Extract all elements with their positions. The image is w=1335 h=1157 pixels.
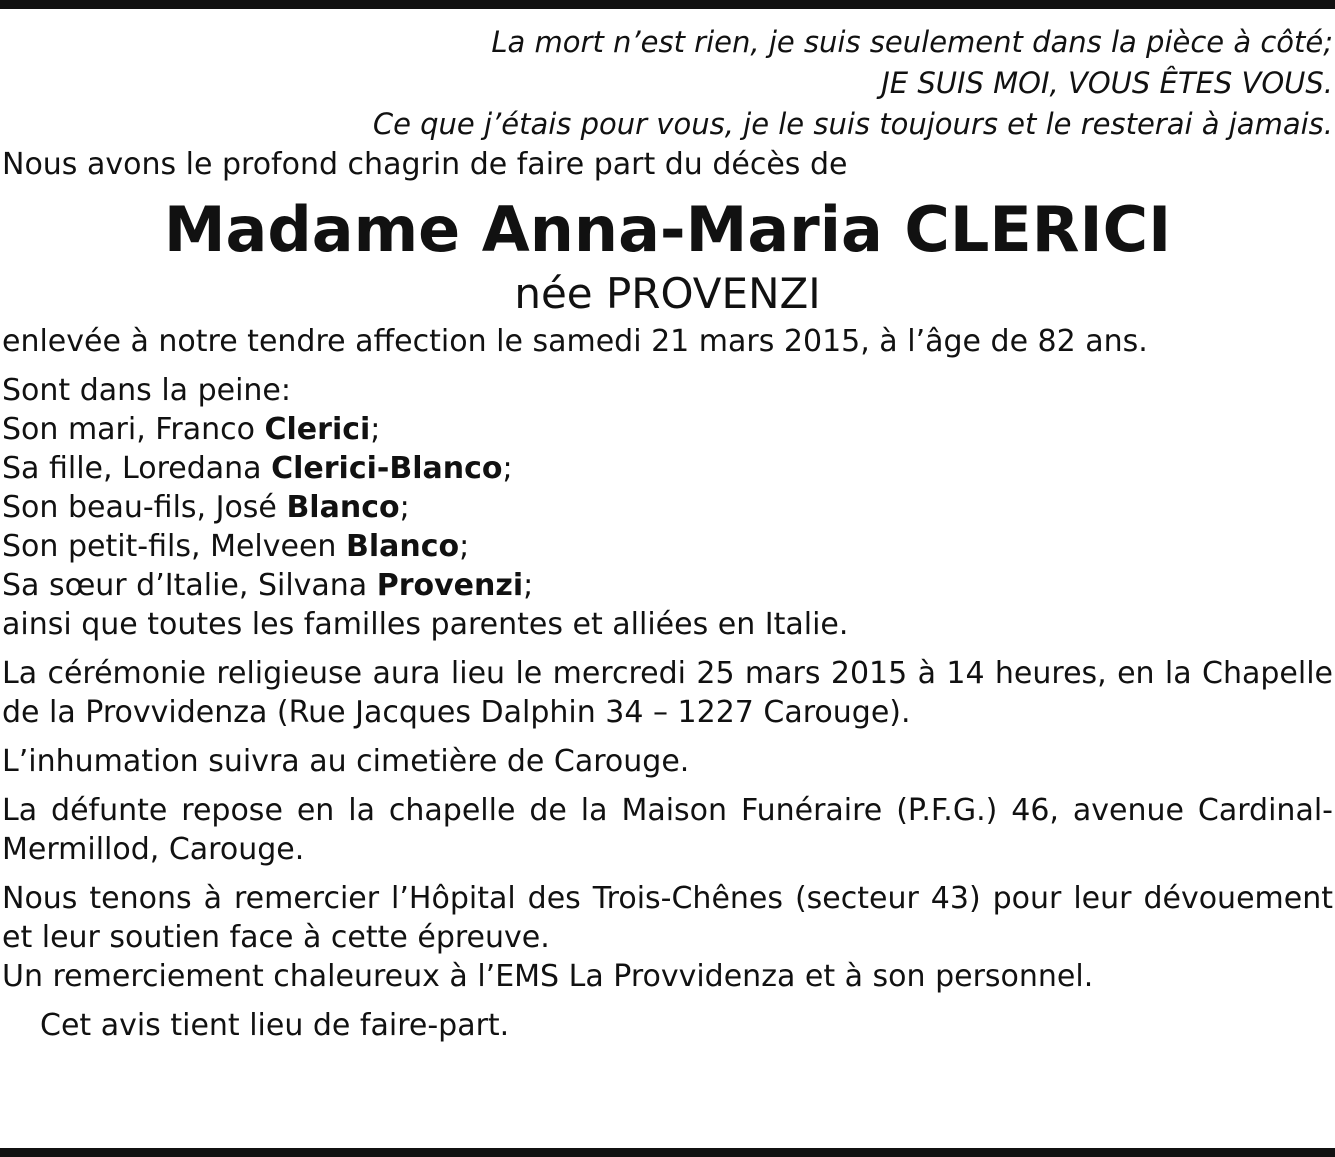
obituary-notice [2,22,1333,1045]
top-rule [0,0,1335,9]
epigraph-quote [2,22,1333,145]
mourner-item: Sa sœur d’Italie, Silvana Provenzi; [2,568,534,603]
ceremony-line: La cérémonie religieuse aura lieu le mercredi 25 mars 2015 à 14 heures, en la Chapelle [2,656,1333,691]
quote-line: Ce que j’étais pour vous, je le suis toujours et le resterai à jamais. [372,107,1333,141]
mourner-item: Son petit-fils, Melveen Blanco; [2,529,470,564]
mourner-item: Son beau-fils, José Blanco; [2,490,410,525]
deceased-name: Madame Anna-Maria CLERICI [163,193,1172,266]
mourner-item: Sa fille, Loredana Clerici-Blanco; [2,451,513,486]
bottom-rule [0,1148,1335,1157]
thanks-line: Un remerciement chaleureux à l’EMS La Provvidenza et à son personnel. [2,959,1094,994]
mourners-heading: Sont dans la peine: [2,373,291,408]
thanks-line: et leur soutien face à cette épreuve. [2,920,550,955]
repose-line: Mermillod, Carouge. [2,832,305,867]
notice-text: Cet avis tient lieu de faire-part. [40,1008,510,1043]
mourners-closing: ainsi que toutes les familles parentes et alliées en Italie. [2,607,849,642]
mourner-item: Son mari, Franco Clerici; [2,412,381,447]
ceremony-paragraph [2,654,1333,732]
quote-line: JE SUIS MOI, VOUS ÊTES VOUS. [881,66,1333,100]
repose-paragraph [2,791,1333,869]
maiden-name: née PROVENZI [514,269,821,318]
thanks-line: Nous tenons à remercier l’Hôpital des Trois-Chênes (secteur 43) pour leur dévouement [2,881,1333,916]
quote-line: La mort n’est rien, je suis seulement dans la pièce à côté; [491,25,1333,59]
ceremony-line: de la Provvidenza (Rue Jacques Dalphin 34 – 1227 Carouge). [2,695,911,730]
repose-line: La défunte repose en la chapelle de la Maison Funéraire (P.F.G.) 46, avenue Cardinal- [2,793,1333,828]
burial-paragraph: L’inhumation suivra au cimetière de Carouge. [2,744,690,779]
intro-text: Nous avons le profond chagrin de faire part du décès de [2,147,848,182]
mourners-section [2,371,1333,644]
thanks-paragraph [2,879,1333,996]
death-announcement: enlevée à notre tendre affection le samedi 21 mars 2015, à l’âge de 82 ans. [2,324,1148,359]
